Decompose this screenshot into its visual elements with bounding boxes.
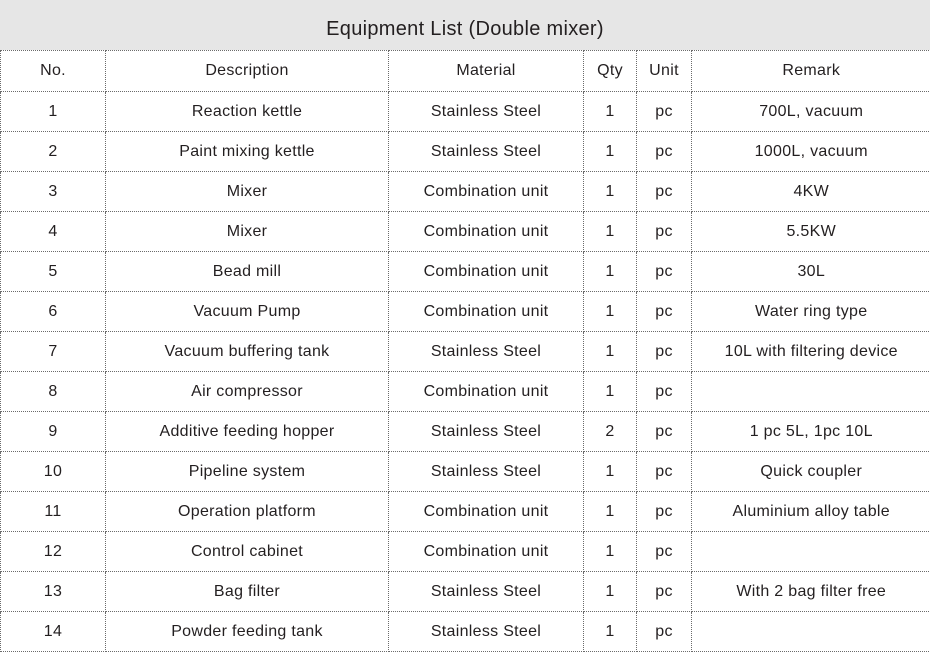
table-header	[1, 51, 930, 92]
cell-qty: 1	[584, 92, 637, 132]
cell-unit: pc	[637, 292, 692, 332]
cell-unit: pc	[637, 612, 692, 652]
cell-remark: 1 pc 5L, 1pc 10L	[692, 412, 930, 452]
cell-description: Operation platform	[106, 492, 389, 532]
table-row	[1, 252, 930, 292]
cell-remark	[692, 612, 930, 652]
cell-material: Stainless Steel	[389, 92, 584, 132]
cell-unit: pc	[637, 212, 692, 252]
cell-remark: 1000L, vacuum	[692, 132, 930, 172]
equipment-table	[0, 50, 930, 652]
cell-unit: pc	[637, 572, 692, 612]
cell-unit: pc	[637, 412, 692, 452]
cell-material: Stainless Steel	[389, 612, 584, 652]
cell-remark: 4KW	[692, 172, 930, 212]
cell-material: Combination unit	[389, 492, 584, 532]
column-header-description: Description	[106, 51, 389, 92]
cell-remark: 30L	[692, 252, 930, 292]
cell-qty: 1	[584, 572, 637, 612]
cell-material: Combination unit	[389, 252, 584, 292]
cell-unit: pc	[637, 172, 692, 212]
cell-no: 12	[1, 532, 106, 572]
cell-description: Pipeline system	[106, 452, 389, 492]
cell-qty: 1	[584, 212, 637, 252]
cell-no: 4	[1, 212, 106, 252]
table-row	[1, 612, 930, 652]
table-row	[1, 212, 930, 252]
cell-qty: 1	[584, 452, 637, 492]
cell-qty: 1	[584, 292, 637, 332]
cell-description: Control cabinet	[106, 532, 389, 572]
table-row	[1, 532, 930, 572]
cell-no: 14	[1, 612, 106, 652]
cell-no: 1	[1, 92, 106, 132]
cell-remark: Water ring type	[692, 292, 930, 332]
cell-remark	[692, 532, 930, 572]
cell-no: 9	[1, 412, 106, 452]
table-row	[1, 372, 930, 412]
cell-material: Combination unit	[389, 212, 584, 252]
cell-description: Air compressor	[106, 372, 389, 412]
cell-no: 5	[1, 252, 106, 292]
cell-unit: pc	[637, 492, 692, 532]
cell-unit: pc	[637, 132, 692, 172]
header-row	[1, 51, 930, 92]
cell-qty: 1	[584, 252, 637, 292]
table-row	[1, 492, 930, 532]
cell-qty: 1	[584, 532, 637, 572]
column-header-unit: Unit	[637, 51, 692, 92]
table-row	[1, 132, 930, 172]
cell-description: Paint mixing kettle	[106, 132, 389, 172]
cell-no: 3	[1, 172, 106, 212]
table-row	[1, 452, 930, 492]
table-row	[1, 172, 930, 212]
table-title: Equipment List (Double mixer)	[0, 0, 930, 50]
cell-description: Reaction kettle	[106, 92, 389, 132]
cell-remark: Quick coupler	[692, 452, 930, 492]
cell-remark: 10L with filtering device	[692, 332, 930, 372]
cell-qty: 2	[584, 412, 637, 452]
cell-description: Bag filter	[106, 572, 389, 612]
cell-no: 2	[1, 132, 106, 172]
cell-description: Additive feeding hopper	[106, 412, 389, 452]
cell-unit: pc	[637, 452, 692, 492]
cell-description: Powder feeding tank	[106, 612, 389, 652]
cell-material: Stainless Steel	[389, 332, 584, 372]
cell-material: Combination unit	[389, 372, 584, 412]
cell-material: Combination unit	[389, 172, 584, 212]
table-row	[1, 412, 930, 452]
cell-remark: With 2 bag filter free	[692, 572, 930, 612]
cell-description: Mixer	[106, 212, 389, 252]
cell-remark: Aluminium alloy table	[692, 492, 930, 532]
cell-remark: 5.5KW	[692, 212, 930, 252]
cell-description: Mixer	[106, 172, 389, 212]
cell-material: Stainless Steel	[389, 132, 584, 172]
cell-material: Combination unit	[389, 532, 584, 572]
column-header-qty: Qty	[584, 51, 637, 92]
cell-no: 13	[1, 572, 106, 612]
table-body	[1, 92, 930, 652]
cell-unit: pc	[637, 532, 692, 572]
cell-description: Vacuum Pump	[106, 292, 389, 332]
cell-no: 6	[1, 292, 106, 332]
cell-qty: 1	[584, 492, 637, 532]
column-header-no: No.	[1, 51, 106, 92]
cell-description: Vacuum buffering tank	[106, 332, 389, 372]
cell-unit: pc	[637, 92, 692, 132]
table-row	[1, 332, 930, 372]
cell-unit: pc	[637, 332, 692, 372]
cell-no: 8	[1, 372, 106, 412]
cell-qty: 1	[584, 172, 637, 212]
cell-qty: 1	[584, 372, 637, 412]
cell-qty: 1	[584, 332, 637, 372]
cell-no: 7	[1, 332, 106, 372]
cell-unit: pc	[637, 252, 692, 292]
table-row	[1, 92, 930, 132]
cell-description: Bead mill	[106, 252, 389, 292]
column-header-material: Material	[389, 51, 584, 92]
cell-qty: 1	[584, 612, 637, 652]
cell-material: Combination unit	[389, 292, 584, 332]
cell-no: 10	[1, 452, 106, 492]
table-row	[1, 572, 930, 612]
column-header-remark: Remark	[692, 51, 930, 92]
cell-remark	[692, 372, 930, 412]
cell-unit: pc	[637, 372, 692, 412]
cell-qty: 1	[584, 132, 637, 172]
cell-remark: 700L, vacuum	[692, 92, 930, 132]
cell-material: Stainless Steel	[389, 572, 584, 612]
cell-no: 11	[1, 492, 106, 532]
cell-material: Stainless Steel	[389, 452, 584, 492]
table-row	[1, 292, 930, 332]
cell-material: Stainless Steel	[389, 412, 584, 452]
